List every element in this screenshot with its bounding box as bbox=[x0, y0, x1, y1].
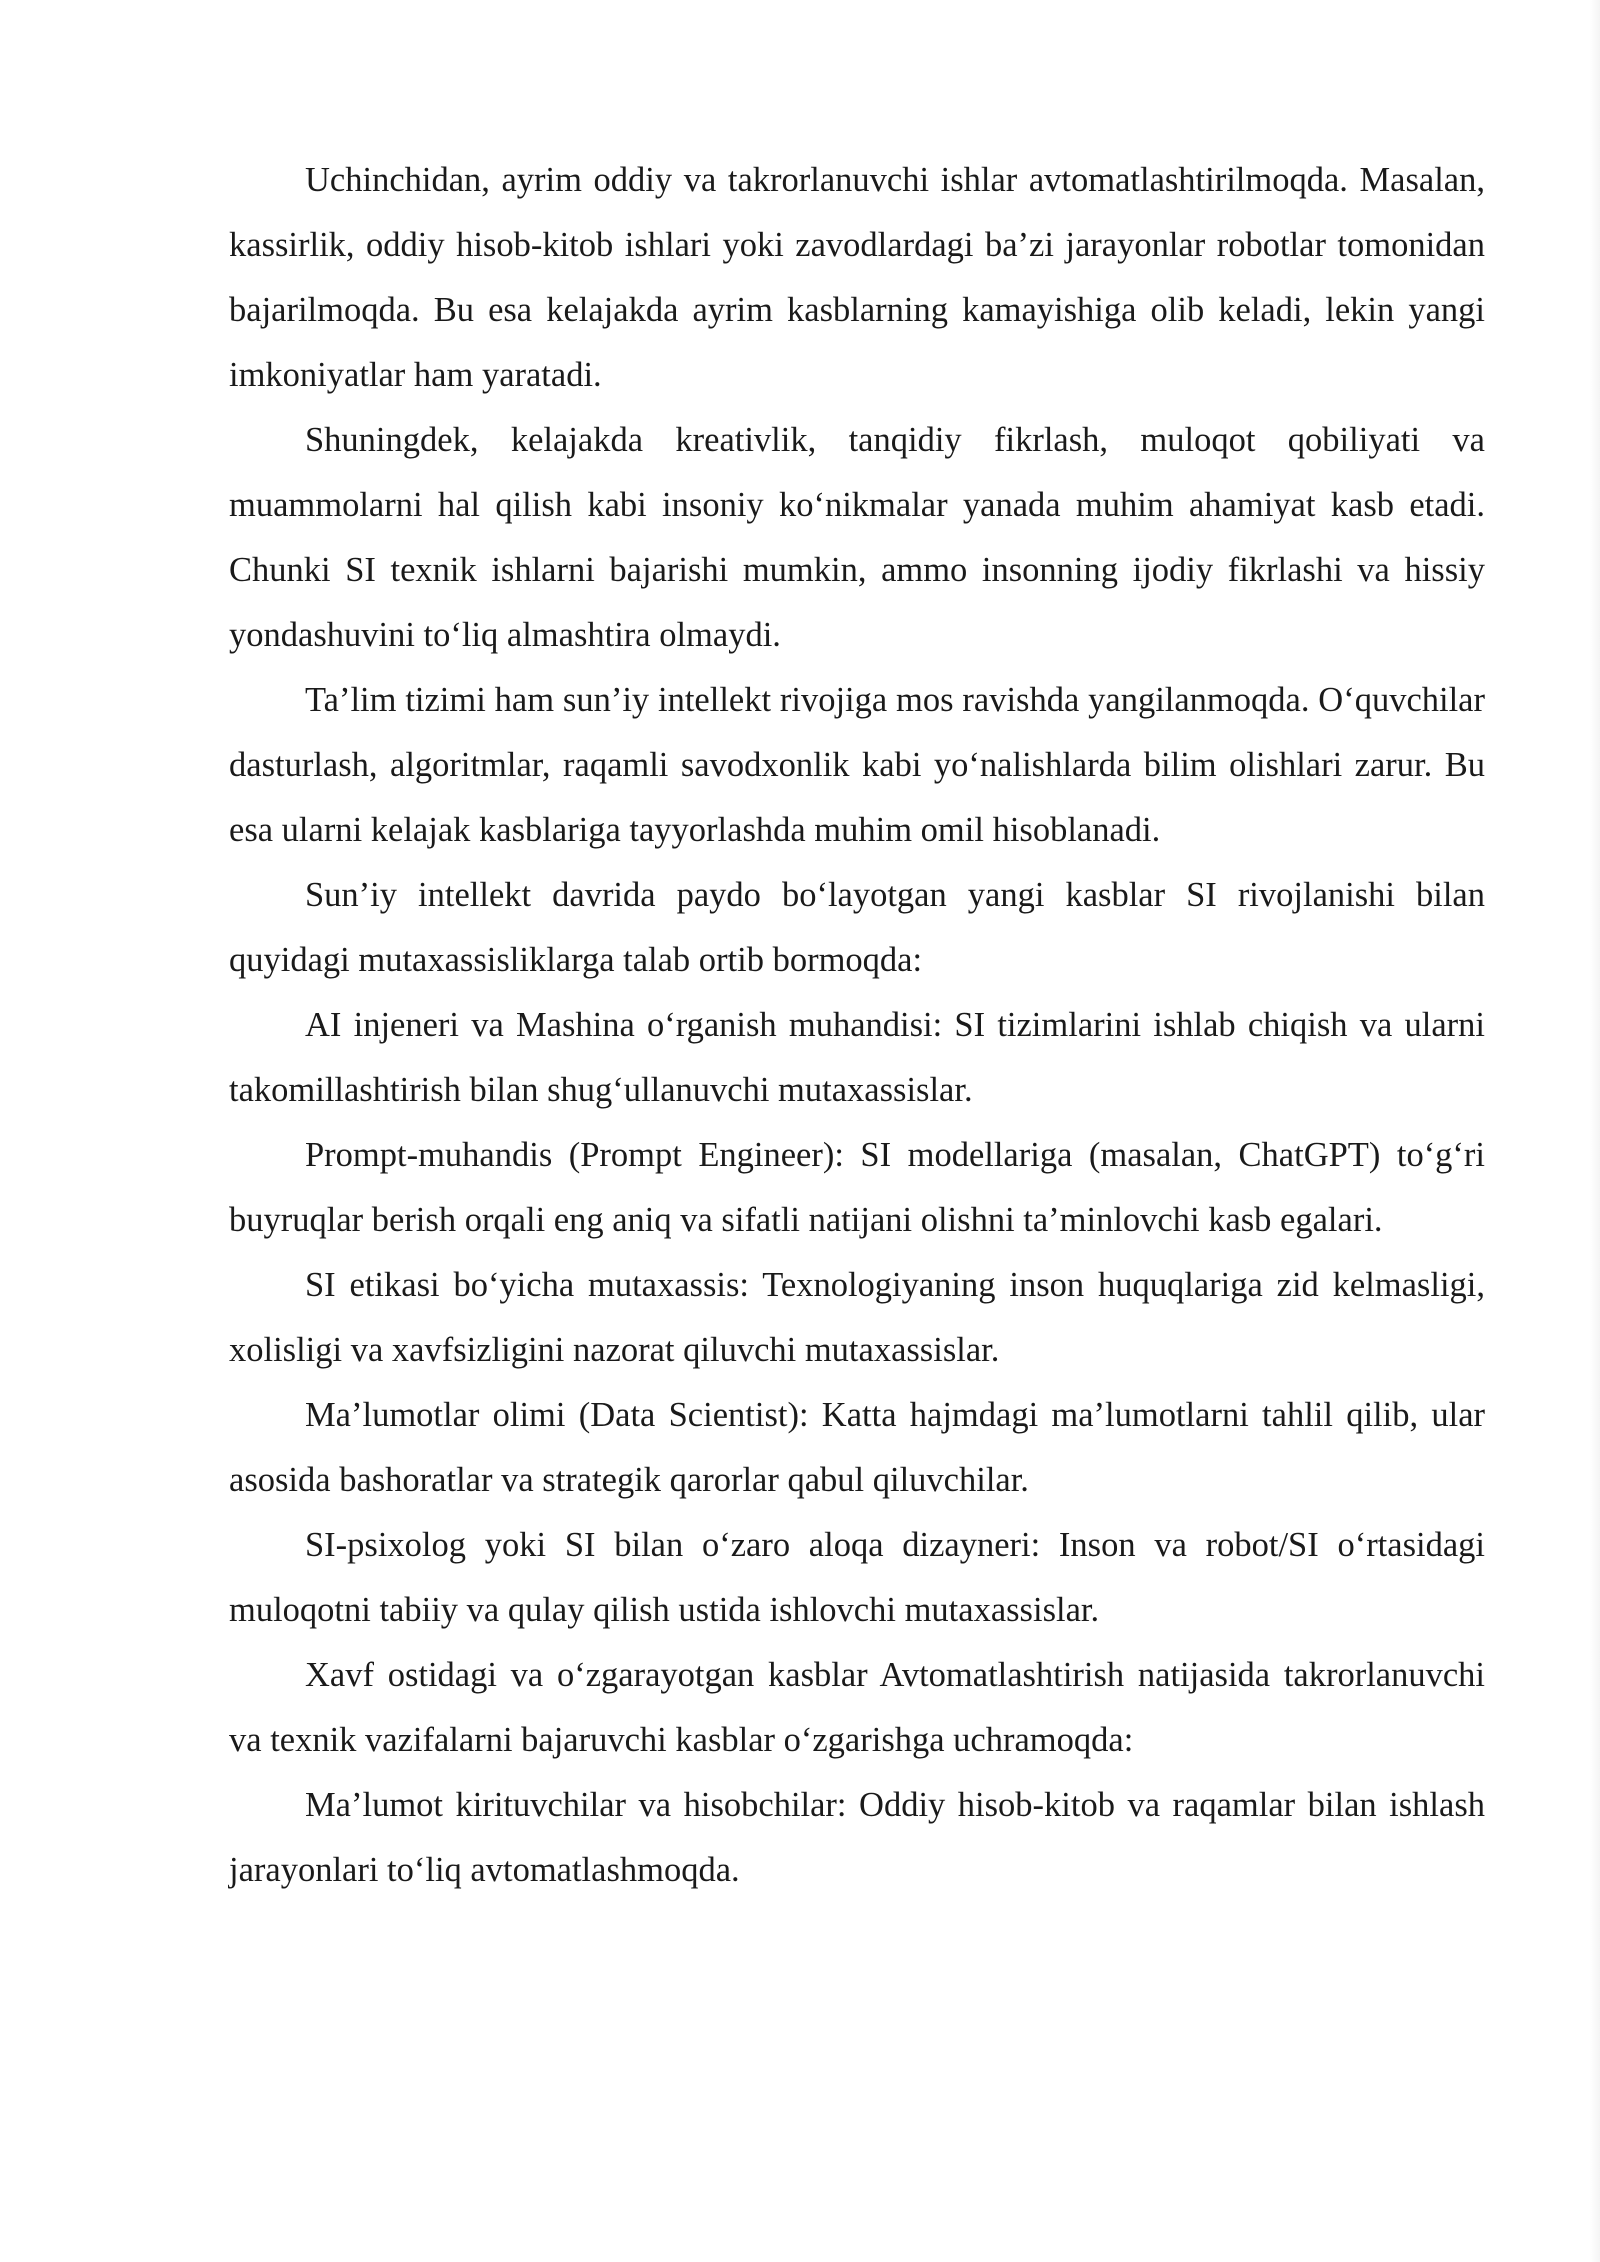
page-edge-shadow bbox=[1590, 0, 1600, 2262]
paragraph-ai-ethics: SI etikasi bo‘yicha mutaxassis: Texnologiyaning inson huquqlariga zid kelmasligi, xolisligi va xavfsizligini nazorat qiluvchi mutaxassislar. bbox=[229, 1266, 1485, 1369]
document-body bbox=[229, 148, 1485, 1903]
paragraph-education: Ta’lim tizimi ham sun’iy intellekt rivojiga mos ravishda yangilanmoqda. O‘quvchilar dasturlash, algoritmlar, raqamli savodxonlik kabi yo‘nalishlarda bilim olishlari zarur. Bu esa ularni kelajak kasblariga tayyorlashda muhim omil hisoblanadi. bbox=[229, 681, 1485, 849]
paragraph-automation: Uchinchidan, ayrim oddiy va takrorlanuvchi ishlar avtomatlashtirilmoqda. Masalan, kassirlik, oddiy hisob-kitob ishlari yoki zavodlardagi ba’zi jarayonlar robotlar tomonidan bajarilmoqda. Bu esa kelajakda ayrim kasblarning kamayishiga olib keladi, lekin yangi imkoniyatlar ham yaratadi. bbox=[229, 161, 1485, 394]
paragraph-prompt-engineer: Prompt-muhandis (Prompt Engineer): SI modellariga (masalan, ChatGPT) to‘g‘ri buyruqlar berish orqali eng aniq va sifatli natijani olishni ta’minlovchi kasb egalari. bbox=[229, 1136, 1485, 1239]
paragraph-data-entry: Ma’lumot kirituvchilar va hisobchilar: Oddiy hisob-kitob va raqamlar bilan ishlash jarayonlari to‘liq avtomatlashmoqda. bbox=[229, 1786, 1485, 1889]
paragraph-ai-engineer: AI injeneri va Mashina o‘rganish muhandisi: SI tizimlarini ishlab chiqish va ularni takomillashtirish bilan shug‘ullanuvchi mutaxassislar. bbox=[229, 1006, 1485, 1109]
paragraph-human-skills: Shuningdek, kelajakda kreativlik, tanqidiy fikrlash, muloqot qobiliyati va muammolarni hal qilish kabi insoniy ko‘nikmalar yanada muhim ahamiyat kasb etadi. Chunki SI texnik ishlarni bajarishi mumkin, ammo insonning ijodiy fikrlashi va hissiy yondashuvini to‘liq almashtira olmaydi. bbox=[229, 421, 1485, 654]
paragraph-professions-at-risk: Xavf ostidagi va o‘zgarayotgan kasblar Avtomatlashtirish natijasida takrorlanuvchi va texnik vazifalarni bajaruvchi kasblar o‘zgarishga uchramoqda: bbox=[229, 1656, 1485, 1759]
paragraph-new-professions-intro: Sun’iy intellekt davrida paydo bo‘layotgan yangi kasblar SI rivojlanishi bilan quyidagi mutaxassisliklarga talab ortib bormoqda: bbox=[229, 876, 1485, 979]
paragraph-ai-psychologist: SI-psixolog yoki SI bilan o‘zaro aloqa dizayneri: Inson va robot/SI o‘rtasidagi muloqotni tabiiy va qulay qilish ustida ishlovchi mutaxassislar. bbox=[229, 1526, 1485, 1629]
paragraph-data-scientist: Ma’lumotlar olimi (Data Scientist): Katta hajmdagi ma’lumotlarni tahlil qilib, ular asosida bashoratlar va strategik qarorlar qabul qiluvchilar. bbox=[229, 1396, 1485, 1499]
